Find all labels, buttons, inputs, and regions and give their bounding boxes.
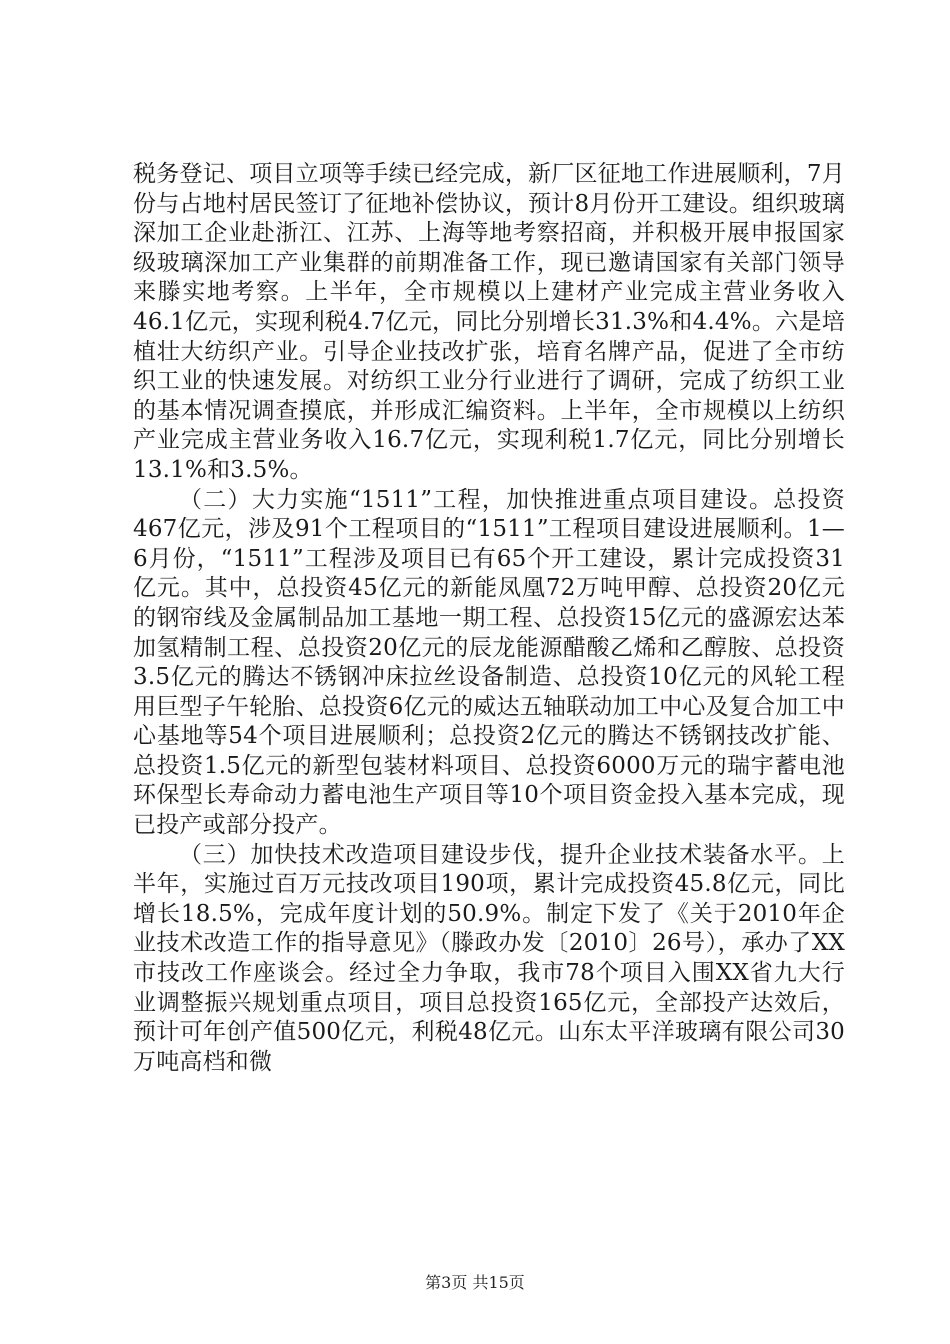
document-page: [133, 160, 845, 1077]
paragraph-3: （三）加快技术改造项目建设步伐，提升企业技术装备水平。上半年，实施过百万元技改项目190项，累计完成投资45.8亿元，同比增长18.5%，完成年度计划的50.9%。制定下发了《关于2010年企业技术改造工作的指导意见》（滕政办发〔2010〕26号），承办了XX市技改工作座谈会。经过全力争取，我市78个项目入围XX省九大行业调整振兴规划重点项目，项目总投资165亿元，全部投产达效后，预计可年创产值500亿元，利税48亿元。山东太平洋玻璃有限公司30万吨高档和微: [133, 841, 845, 1075]
page-footer: [0, 1270, 950, 1293]
paragraph-2: （二）大力实施“1511”工程，加快推进重点项目建设。总投资467亿元，涉及91个工程项目的“1511”工程项目建设进展顺利。1—6月份，“1511”工程涉及项目已有65个开工建设，累计完成投资31亿元。其中，总投资45亿元的新能凤凰72万吨甲醇、总投资20亿元的钢帘线及金属制品加工基地一期工程、总投资15亿元的盛源宏达苯加氢精制工程、总投资20亿元的辰龙能源醋酸乙烯和乙醇胺、总投资3.5亿元的腾达不锈钢冲床拉丝设备制造、总投资10亿元的风轮工程用巨型子午轮胎、总投资6亿元的威达五轴联动加工中心及复合加工中心基地等54个项目进展顺利；总投资2亿元的腾达不锈钢技改扩能、总投资1.5亿元的新型包装材料项目、总投资6000万元的瑞宇蓄电池环保型长寿命动力蓄电池生产项目等10个项目资金投入基本完成，现已投产或部分投产。: [133, 486, 845, 839]
paragraph-1: 税务登记、项目立项等手续已经完成，新厂区征地工作进展顺利，7月份与占地村居民签订了征地补偿协议，预计8月份开工建设。组织玻璃深加工企业赴浙江、江苏、上海等地考察招商，并积极开展申报国家级玻璃深加工产业集群的前期准备工作，现已邀请国家有关部门领导来滕实地考察。上半年，全市规模以上建材产业完成主营业务收入46.1亿元，实现利税4.7亿元，同比分别增长31.3%和4.4%。六是培植壮大纺织产业。引导企业技改扩张，培育名牌产品，促进了全市纺织工业的快速发展。对纺织工业分行业进行了调研，完成了纺织工业的基本情况调查摸底，并形成汇编资料。上半年，全市规模以上纺织产业完成主营业务收入16.7亿元，实现利税1.7亿元，同比分别增长13.1%和3.5%。: [133, 161, 845, 483]
page-number-label: 第3页 共15页: [425, 1273, 525, 1292]
